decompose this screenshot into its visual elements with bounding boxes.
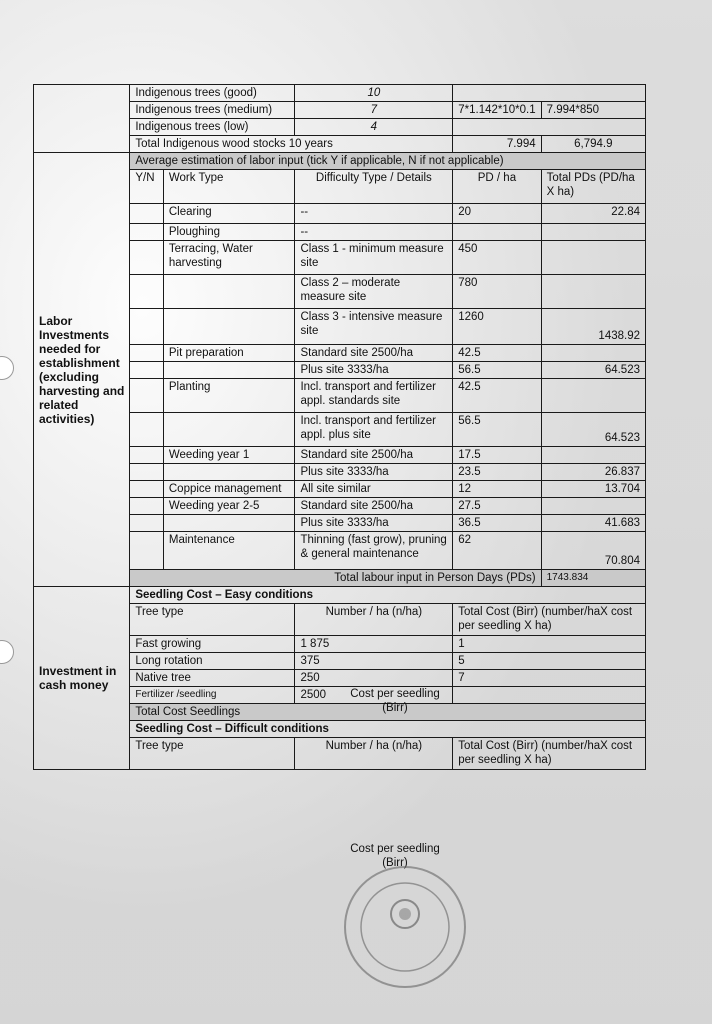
difficulty: All site similar <box>295 481 453 498</box>
pd-ha: 450 <box>453 241 541 275</box>
yn-cell <box>130 362 164 379</box>
pd-ha: 27.5 <box>453 498 541 515</box>
yn-cell <box>130 241 164 275</box>
section-heading: Average estimation of labor input (tick Y if applicable, N if not applicable) <box>130 153 646 170</box>
section-heading: Seedling Cost – Easy conditions <box>130 587 646 604</box>
pd-ha: 42.5 <box>453 345 541 362</box>
difficulty: Class 1 - minimum measure site <box>295 241 453 275</box>
number-ha: 2500 <box>295 687 453 704</box>
yn-cell <box>130 447 164 464</box>
total-pd: 70.804 <box>541 532 645 570</box>
pd-ha: 20 <box>453 204 541 224</box>
col-header: Total Cost (Birr) (number/haX cost per seedling X ha) <box>453 604 646 636</box>
total-label: Total Cost Seedlings <box>130 704 646 721</box>
yn-cell <box>130 204 164 224</box>
total-pd: 41.683 <box>541 515 645 532</box>
section-label: Labor Investments needed for establishment (excluding harvesting and related activities) <box>34 153 130 587</box>
total-label: Total Indigenous wood stocks 10 years <box>130 136 453 153</box>
difficulty: Thinning (fast grow), pruning & general maintenance <box>295 532 453 570</box>
table-row <box>34 85 646 102</box>
tree-type: Fast growing <box>130 636 295 653</box>
difficulty: Standard site 2500/ha <box>295 345 453 362</box>
total-pd <box>541 224 645 241</box>
col-header: Number / ha (n/ha) <box>295 738 453 770</box>
total-label: Total labour input in Person Days (PDs) <box>130 570 541 587</box>
pd-ha: 56.5 <box>453 413 541 447</box>
yn-cell <box>130 345 164 362</box>
difficulty: Class 2 – moderate measure site <box>295 275 453 309</box>
yn-cell <box>130 532 164 570</box>
total-pd <box>541 345 645 362</box>
total-pd <box>541 379 645 413</box>
yn-cell <box>130 224 164 241</box>
cost-cell: 1 <box>453 636 646 653</box>
pd-ha <box>453 224 541 241</box>
difficulty: -- <box>295 204 453 224</box>
cost-cell: 7 <box>453 670 646 687</box>
row-value: 10 <box>295 85 453 102</box>
total-pd: 64.523 <box>541 362 645 379</box>
pd-ha: 17.5 <box>453 447 541 464</box>
total-pd: 26.837 <box>541 464 645 481</box>
yn-cell <box>130 309 164 345</box>
col-header: Work Type <box>163 170 295 204</box>
pd-ha: 62 <box>453 532 541 570</box>
col-header: Total Cost (Birr) (number/haX cost per seedling X ha) <box>453 738 646 770</box>
difficulty: Class 3 - intensive measure site <box>295 309 453 345</box>
main-table <box>33 84 646 770</box>
difficulty: Incl. transport and fertilizer appl. standards site <box>295 379 453 413</box>
pd-ha: 1260 <box>453 309 541 345</box>
blank-cell <box>453 85 646 102</box>
difficulty: -- <box>295 224 453 241</box>
total-pd <box>541 447 645 464</box>
total-pd <box>541 241 645 275</box>
col-header: Y/N <box>130 170 164 204</box>
total-pd: 13.704 <box>541 481 645 498</box>
blank-cell <box>453 119 646 136</box>
pd-ha: 23.5 <box>453 464 541 481</box>
total-pd <box>541 498 645 515</box>
work-type <box>163 275 295 309</box>
difficulty: Plus site 3333/ha <box>295 464 453 481</box>
section-heading-row <box>34 153 646 170</box>
tree-type: Native tree <box>130 670 295 687</box>
work-type: Coppice management <box>163 481 295 498</box>
work-type: Clearing <box>163 204 295 224</box>
yn-cell <box>130 498 164 515</box>
yn-cell <box>130 464 164 481</box>
number-ha: 375 <box>295 653 453 670</box>
yn-cell <box>130 413 164 447</box>
section-heading-row <box>34 587 646 604</box>
calc-cell: 7*1.142*10*0.1 <box>453 102 541 119</box>
col-header: Difficulty Type / Details <box>295 170 453 204</box>
work-type <box>163 362 295 379</box>
work-type <box>163 413 295 447</box>
cost-cell <box>453 687 646 704</box>
col-header: PD / ha <box>453 170 541 204</box>
total-pd: 64.523 <box>541 413 645 447</box>
yn-cell <box>130 275 164 309</box>
col-header-cost: Cost per seedling (Birr) <box>350 688 440 714</box>
total-pd <box>541 275 645 309</box>
blank-cell <box>34 85 130 153</box>
pd-ha: 56.5 <box>453 362 541 379</box>
difficulty: Plus site 3333/ha <box>295 362 453 379</box>
pd-ha: 12 <box>453 481 541 498</box>
work-type: Weeding year 1 <box>163 447 295 464</box>
difficulty: Standard site 2500/ha <box>295 498 453 515</box>
section-heading: Seedling Cost – Difficult conditions <box>130 721 646 738</box>
difficulty: Incl. transport and fertilizer appl. plus site <box>295 413 453 447</box>
col-header-cost: Cost per seedling (Birr) <box>350 843 440 869</box>
number-ha: 250 <box>295 670 453 687</box>
work-type: Pit preparation <box>163 345 295 362</box>
row-label: Indigenous trees (good) <box>130 85 295 102</box>
total-pd: 1438.92 <box>541 309 645 345</box>
total-value: 1743.834 <box>541 570 645 587</box>
work-type: Weeding year 2-5 <box>163 498 295 515</box>
difficulty: Plus site 3333/ha <box>295 515 453 532</box>
total-value: 7.994 <box>453 136 541 153</box>
row-label: Indigenous trees (low) <box>130 119 295 136</box>
work-type <box>163 515 295 532</box>
yn-cell <box>130 379 164 413</box>
cost-cell: 5 <box>453 653 646 670</box>
calc-cell: 7.994*850 <box>541 102 645 119</box>
col-header: Number / ha (n/ha) <box>295 604 453 636</box>
total-value: 6,794.9 <box>541 136 645 153</box>
work-type <box>163 309 295 345</box>
total-pd: 22.84 <box>541 204 645 224</box>
section-label: Investment in cash money <box>34 587 130 770</box>
pd-ha: 36.5 <box>453 515 541 532</box>
row-value: 7 <box>295 102 453 119</box>
work-type: Maintenance <box>163 532 295 570</box>
work-type: Ploughing <box>163 224 295 241</box>
work-type <box>163 464 295 481</box>
official-seal-stamp <box>340 862 470 992</box>
number-ha: 1 875 <box>295 636 453 653</box>
tree-type: Long rotation <box>130 653 295 670</box>
col-header: Total PDs (PD/ha X ha) <box>541 170 645 204</box>
pd-ha: 42.5 <box>453 379 541 413</box>
difficulty: Standard site 2500/ha <box>295 447 453 464</box>
col-header: Tree type <box>130 738 295 770</box>
yn-cell <box>130 515 164 532</box>
work-type: Planting <box>163 379 295 413</box>
yn-cell <box>130 481 164 498</box>
row-value: 4 <box>295 119 453 136</box>
work-type: Terracing, Water harvesting <box>163 241 295 275</box>
col-header: Tree type <box>130 604 295 636</box>
pd-ha: 780 <box>453 275 541 309</box>
tree-type: Fertilizer /seedling <box>130 687 295 704</box>
row-label: Indigenous trees (medium) <box>130 102 295 119</box>
